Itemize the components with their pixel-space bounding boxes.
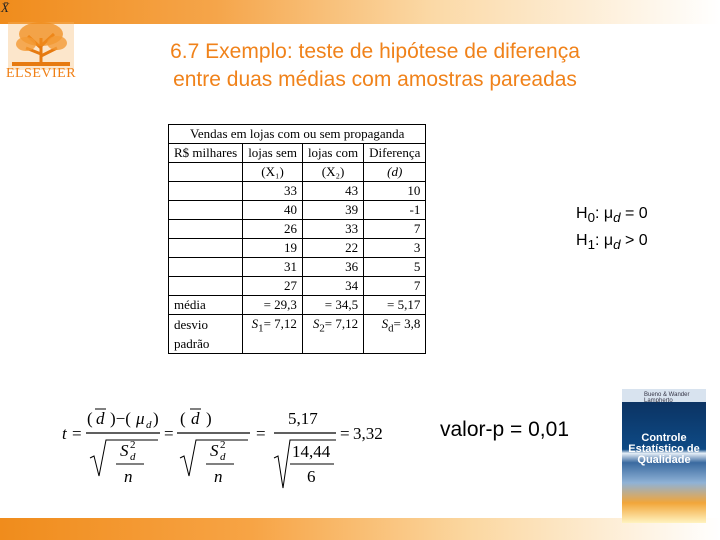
header-x1: (X₁) xyxy=(243,163,303,182)
sd-d xyxy=(364,315,426,354)
sd-x1 xyxy=(243,315,303,354)
formula-s1: S xyxy=(120,441,129,460)
mean-label: média xyxy=(169,296,243,315)
h0-tail: = 0 xyxy=(620,205,648,222)
row-label xyxy=(169,182,243,201)
top-accent-bar xyxy=(0,0,720,24)
formula-result: 3,32 xyxy=(353,424,383,443)
table-row xyxy=(169,182,426,201)
sd-x1-value: = 7,12 xyxy=(263,316,297,331)
table-row xyxy=(169,201,426,220)
book-title-line2: Estatístico de xyxy=(628,443,700,455)
book-title-line3: Qualidade xyxy=(637,454,691,466)
mean-x2: = 34,5 xyxy=(302,296,363,315)
table-row xyxy=(169,239,426,258)
formula-close1: ) xyxy=(153,409,159,428)
formula-n1: n xyxy=(124,467,133,486)
book-cover-image xyxy=(622,389,706,523)
h1-tail: > 0 xyxy=(620,232,648,250)
row-label xyxy=(169,277,243,296)
formula-s2: S xyxy=(210,441,219,460)
corner-mark: X̄ xyxy=(1,0,9,15)
formula-close2: ) xyxy=(206,409,212,428)
sd-x2-value: = 7,12 xyxy=(324,316,359,331)
table-row xyxy=(169,277,426,296)
cell-d: 7 xyxy=(364,277,426,296)
formula-eq4: = xyxy=(340,424,350,443)
table-row xyxy=(169,220,426,239)
cell-x1: 31 xyxy=(243,258,303,277)
formula-open2: ( xyxy=(180,409,186,428)
book-title xyxy=(624,433,704,466)
cell-x1: 40 xyxy=(243,201,303,220)
h1-mu: : μ xyxy=(594,232,614,250)
sd-label-line1: desvio xyxy=(174,317,208,332)
formula-den-n: 6 xyxy=(307,467,316,486)
formula-minus: )−( xyxy=(110,409,131,428)
row-label xyxy=(169,258,243,277)
header-diferenca: Diferença xyxy=(364,144,426,163)
formula-num-value: 5,17 xyxy=(288,409,318,428)
h0-mu-sub: d xyxy=(613,210,621,226)
cell-d: 7 xyxy=(364,220,426,239)
formula-eq1: = xyxy=(72,424,82,443)
header-empty xyxy=(169,163,243,182)
cell-x2: 36 xyxy=(302,258,363,277)
formula-mu-sub: d xyxy=(146,419,152,431)
sd-x1-sub: 1 xyxy=(258,322,264,335)
row-label xyxy=(169,220,243,239)
h0-sub: 0 xyxy=(587,210,595,226)
h0-line xyxy=(576,202,648,229)
h0-mu: : μ xyxy=(594,205,614,222)
header-lojas-sem: lojas sem xyxy=(243,144,303,163)
header-lojas-com: lojas com xyxy=(302,144,363,163)
cell-x1: 27 xyxy=(243,277,303,296)
sd-x2-sub: 2 xyxy=(319,322,325,335)
formula-dbar1: d xyxy=(96,409,105,428)
sd-d-sub: d xyxy=(388,322,394,335)
formula-eq2: = xyxy=(164,424,174,443)
formula-t: t xyxy=(62,424,67,443)
mean-d: = 5,17 xyxy=(364,296,426,315)
table-caption: Vendas em lojas com ou sem propaganda xyxy=(169,125,426,144)
formula-s2-sub: d xyxy=(220,451,226,463)
mean-row xyxy=(169,296,426,315)
formula-n2: n xyxy=(214,467,223,486)
h1-mu-sub: d xyxy=(613,237,621,253)
mean-x1: = 29,3 xyxy=(243,296,303,315)
cell-x1: 33 xyxy=(243,182,303,201)
cell-x2: 33 xyxy=(302,220,363,239)
slide-title xyxy=(90,38,660,94)
hypotheses xyxy=(576,202,648,256)
header-unit: R$ milhares xyxy=(169,144,243,163)
cell-x2: 22 xyxy=(302,239,363,258)
bottom-accent-bar xyxy=(0,518,720,540)
t-statistic-formula xyxy=(60,396,410,496)
formula-num1: ( xyxy=(87,409,93,428)
title-line-2: entre duas médias com amostras pareadas xyxy=(173,68,577,91)
book-author: Bueno & Wander Lampherto xyxy=(644,392,690,404)
sd-label xyxy=(169,315,243,354)
h1-line xyxy=(576,229,648,256)
cell-x2: 43 xyxy=(302,182,363,201)
book-title-line1: Controle xyxy=(641,432,687,444)
formula-s1-exp: 2 xyxy=(130,439,136,451)
cell-x1: 19 xyxy=(243,239,303,258)
row-label xyxy=(169,201,243,220)
elsevier-logo-text: ELSEVIER xyxy=(5,66,77,81)
sd-x2 xyxy=(302,315,363,354)
cell-x1: 26 xyxy=(243,220,303,239)
formula-eq3: = xyxy=(256,424,266,443)
sd-d-symbol: S xyxy=(381,316,389,331)
formula-dbar2: d xyxy=(191,409,200,428)
cell-d: 5 xyxy=(364,258,426,277)
sd-label-line2: padrão xyxy=(174,336,210,351)
h1-h: H xyxy=(576,232,588,250)
table-row xyxy=(169,258,426,277)
formula-den-value: 14,44 xyxy=(292,442,331,461)
header-d: (d) xyxy=(364,163,426,182)
cell-d: 3 xyxy=(364,239,426,258)
cell-d: 10 xyxy=(364,182,426,201)
formula-s2-exp: 2 xyxy=(220,439,226,451)
cell-d: -1 xyxy=(364,201,426,220)
h0-h: H xyxy=(576,205,588,222)
sd-x2-symbol: S xyxy=(312,316,320,331)
sd-x1-symbol: S xyxy=(251,316,259,331)
sd-row xyxy=(169,315,426,354)
header-x2: (X₂) xyxy=(302,163,363,182)
formula-s1-sub: d xyxy=(130,451,136,463)
cell-x2: 34 xyxy=(302,277,363,296)
cell-x2: 39 xyxy=(302,201,363,220)
sd-d-value: = 3,8 xyxy=(393,316,421,331)
row-label xyxy=(169,239,243,258)
sales-table xyxy=(168,124,426,354)
p-value: valor-p = 0,01 xyxy=(440,418,569,441)
formula-mu: μ xyxy=(136,409,145,428)
h1-sub: 1 xyxy=(587,237,595,253)
title-line-1: 6.7 Exemplo: teste de hipótese de diferença xyxy=(170,40,580,63)
